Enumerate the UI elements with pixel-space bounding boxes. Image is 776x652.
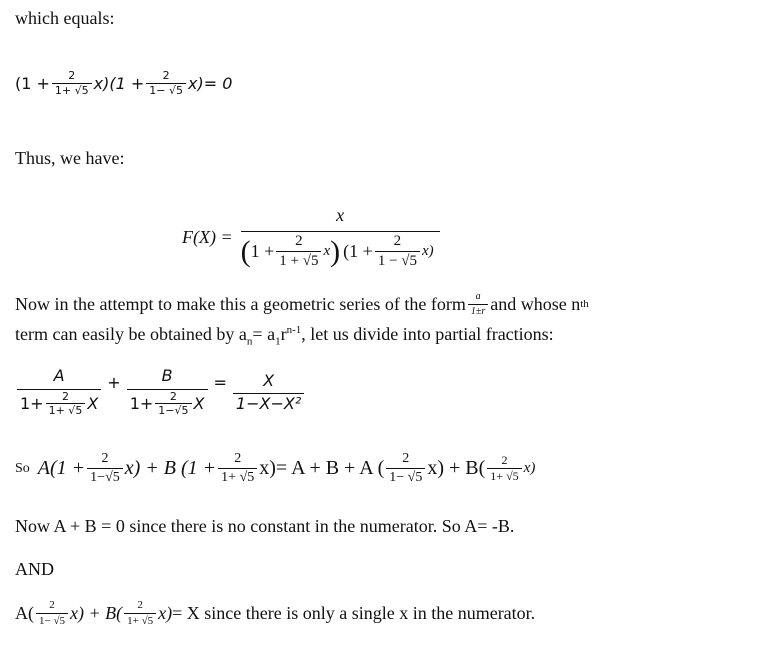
- which-equals-text: which equals:: [15, 8, 115, 28]
- eq2-f1-den: 1 + √5: [276, 251, 321, 270]
- eq2-lhs: F(X) =: [182, 227, 233, 248]
- equation-F-of-X: [182, 206, 442, 269]
- eq1-fraction-2: [146, 70, 186, 97]
- eq1-mid: x)(1 +: [93, 73, 145, 93]
- eq2-x2: x): [422, 243, 434, 260]
- geom-line2-c: = a: [252, 324, 276, 344]
- eq4-f3-num: 2: [402, 451, 410, 466]
- eq2-p1: 1 +: [250, 240, 275, 261]
- eq4-a-open: A(1 +: [37, 457, 86, 480]
- equation-final: [15, 600, 535, 627]
- eq1-end: x)= 0: [188, 73, 233, 93]
- eq1-frac1-num: 2: [68, 69, 76, 82]
- eq3-inner-b-num: 2: [169, 389, 177, 403]
- eq2-p2: (1 +: [343, 240, 373, 261]
- form-frac-den: 1±r: [468, 304, 488, 317]
- eq2-main-fraction: [241, 206, 440, 269]
- eq4-mid: x)= A + B + A (: [259, 457, 385, 480]
- eq2-x1: x: [323, 243, 331, 260]
- eq2-big-paren-close: ): [330, 234, 341, 268]
- thus-text: Thus, we have:: [15, 148, 125, 168]
- eq1-frac1-den: 1+ √5: [52, 83, 92, 97]
- eq5-xplus: x) + B(: [70, 602, 123, 623]
- eq3-den-B: [127, 389, 208, 418]
- eq4-frac-1: [87, 452, 123, 485]
- eq4-f1-num: 2: [101, 451, 109, 466]
- eq2-numerator: x: [336, 205, 345, 225]
- eq2-denominator: [241, 231, 440, 269]
- eq5-tail-text: = X since there is only a single x in the numerator.: [172, 602, 536, 623]
- eq4-f1-den: 1−√5: [87, 468, 123, 485]
- eq3-equals: =: [213, 373, 227, 393]
- eq5-a-open: A(: [15, 602, 34, 623]
- eq3-plus: +: [107, 373, 121, 393]
- eq2-f2-num: 2: [393, 232, 402, 249]
- eq2-big-paren-open: (: [240, 234, 251, 268]
- geom-line2-sub-1: 1: [275, 335, 281, 348]
- eq4-xclose3: x) + B(: [427, 457, 486, 480]
- eq4-f4-num: 2: [501, 453, 508, 468]
- eq5-frac-1: [36, 600, 68, 627]
- eq4-frac-3: [386, 452, 425, 485]
- geom-line2-g: , let us divide into partial fractions:: [301, 324, 554, 344]
- eq5-f1-num: 2: [49, 599, 55, 611]
- geom-line2-sup: n-1: [286, 324, 302, 336]
- eq3-rhs-num: X: [263, 370, 275, 390]
- eq3-inner-a: [46, 391, 86, 418]
- eq3-rhs-den: 1−X−X²: [233, 393, 304, 413]
- geometric-line-2: [15, 324, 554, 348]
- equation-so: [15, 452, 535, 485]
- a-plus-b-text: Now A + B = 0 since there is no constant in the numerator. So A= -B.: [15, 516, 515, 536]
- eq3-B: B: [161, 366, 173, 385]
- geom-line1-sub: th: [580, 298, 589, 311]
- eq1-open: (1 +: [15, 73, 50, 93]
- eq3-rhs: [233, 370, 304, 414]
- eq5-xclose: x): [158, 602, 173, 623]
- eq5-f2-num: 2: [137, 599, 143, 611]
- and-text: AND: [15, 559, 54, 579]
- eq3-den-A: [17, 389, 101, 418]
- eq2-f2-den: 1 − √5: [375, 251, 420, 270]
- eq4-f3-den: 1− √5: [386, 468, 425, 485]
- eq3-frac-B: [127, 368, 208, 417]
- eq3-frac-A: [17, 368, 101, 417]
- geom-line1-part-b: and whose n: [490, 293, 581, 314]
- eq3-inner-b-den: 1−√5: [155, 403, 191, 417]
- eq5-f1-den: 1− √5: [36, 613, 68, 627]
- eq4-so: So: [15, 460, 30, 476]
- form-fraction: [468, 292, 488, 317]
- eq3-inner-a-num: 2: [61, 389, 69, 403]
- eq4-xclose4: x): [523, 460, 536, 477]
- eq4-f2-num: 2: [234, 451, 242, 466]
- eq5-f2-den: 1+ √5: [124, 613, 156, 627]
- eq4-frac-2: [218, 452, 257, 485]
- eq3-onep-a: 1+: [20, 394, 44, 414]
- eq2-inner-frac-1: [276, 234, 321, 269]
- eq3-A: A: [53, 366, 65, 385]
- eq2-inner-frac-2: [375, 234, 420, 269]
- equation-product-zero: [15, 70, 232, 97]
- eq3-x-b: X: [193, 394, 205, 414]
- eq4-xclose1: x) + B (1 +: [124, 457, 217, 480]
- eq4-f2-den: 1+ √5: [218, 468, 257, 485]
- form-frac-num: a: [475, 291, 481, 302]
- geom-line2-a: term can easily be obtained by a: [15, 324, 247, 344]
- eq4-f4-den: 1+ √5: [487, 468, 521, 483]
- geom-line1-part-a: Now in the attempt to make this a geometric series of the form: [15, 293, 466, 314]
- geom-line2-r: r: [280, 324, 287, 344]
- geometric-line-1: [15, 292, 589, 317]
- equation-partial-fractions: [15, 368, 306, 417]
- eq3-x-a: X: [87, 394, 99, 414]
- eq1-fraction-1: [52, 70, 92, 97]
- eq5-frac-2: [124, 600, 156, 627]
- eq2-f1-num: 2: [295, 232, 303, 249]
- eq3-inner-a-den: 1+ √5: [46, 403, 86, 417]
- eq3-onep-b: 1+: [129, 394, 154, 414]
- eq3-inner-b: [155, 391, 191, 418]
- eq1-frac2-num: 2: [162, 69, 170, 82]
- eq1-frac2-den: 1− √5: [146, 83, 186, 97]
- geom-line2-sub-n: n: [246, 335, 253, 348]
- eq4-frac-4: [487, 454, 521, 483]
